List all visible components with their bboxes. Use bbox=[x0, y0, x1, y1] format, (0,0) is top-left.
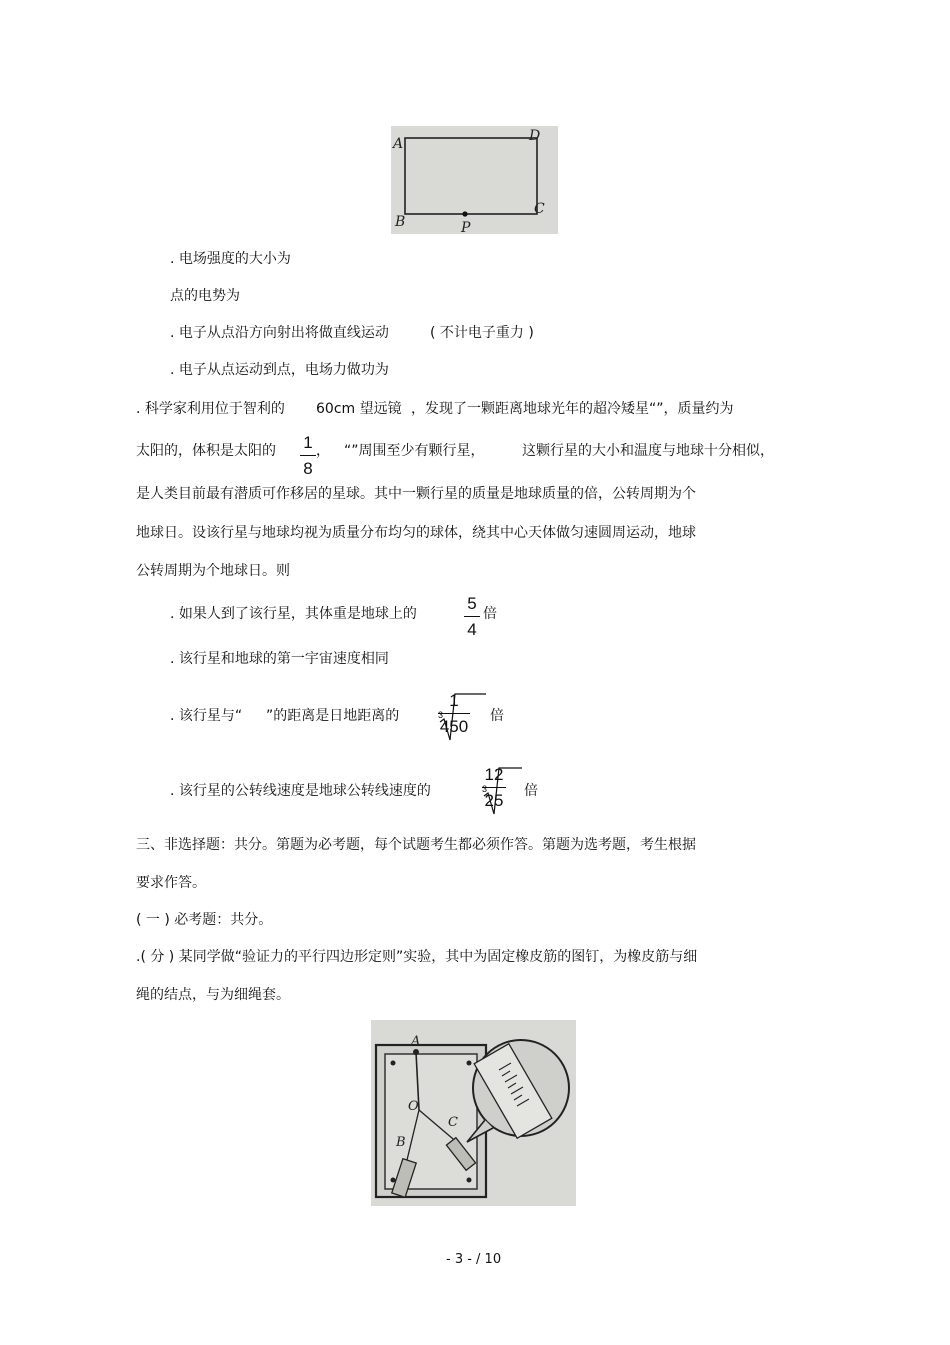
point-p-dot bbox=[462, 211, 467, 216]
planet-line1-telescope: 60cm 望远镜 bbox=[316, 401, 402, 417]
section3-line2: 要求作答。 bbox=[136, 875, 206, 891]
planet-option-a-unit: 倍 bbox=[483, 606, 497, 622]
label-o: O bbox=[408, 1099, 419, 1114]
fraction-denominator: 8 bbox=[303, 459, 313, 478]
planet-line2-c: 这颗行星的大小和温度与地球十分相似， bbox=[522, 443, 774, 459]
prev-option-d: . 电子从点运动到点，电场力做功为 bbox=[170, 362, 389, 378]
planet-option-d-unit: 倍 bbox=[524, 783, 538, 799]
cube-root-12-25 bbox=[482, 766, 524, 816]
label-a: A bbox=[393, 136, 404, 152]
fraction-numerator: 1 bbox=[449, 691, 459, 710]
planet-option-c-unit: 倍 bbox=[490, 708, 504, 724]
planet-option-b: . 该行星和地球的第一宇宙速度相同 bbox=[170, 651, 389, 667]
planet-option-c-b: ”的距离是日地距离的 bbox=[266, 708, 400, 724]
label-d: D bbox=[529, 128, 541, 144]
planet-line2-comma: ， bbox=[316, 443, 330, 459]
section3-part1-heading: ( 一 ) 必考题：共分。 bbox=[136, 912, 273, 928]
fraction-denominator: 25 bbox=[484, 791, 504, 810]
root-index: 3 bbox=[482, 784, 488, 794]
prev-option-b: 点的电势为 bbox=[170, 288, 240, 304]
planet-option-a: . 如果人到了该行星，其体重是地球上的 bbox=[170, 606, 417, 622]
figure-rectangle-abcd bbox=[391, 126, 558, 234]
planet-option-c-a: . 该行星与“ bbox=[170, 708, 243, 724]
section3-line1: 三、非选择题：共分。第题为必考题，每个试题考生都必须作答。第题为选考题，考生根据 bbox=[136, 837, 696, 853]
rectangle-outline bbox=[405, 138, 537, 214]
fraction-one-eighth bbox=[300, 434, 316, 477]
fraction-numerator: 5 bbox=[467, 594, 477, 613]
planet-line2-b: “”周围至少有颗行星， bbox=[344, 443, 485, 459]
fraction-bar bbox=[464, 616, 480, 617]
planet-line1-a: . 科学家利用位于智利的 bbox=[136, 401, 285, 417]
planet-line2-a: 太阳的，体积是太阳的 bbox=[136, 443, 276, 459]
cube-root-1-450 bbox=[438, 692, 488, 742]
fraction-numerator: 12 bbox=[484, 765, 504, 784]
pin-icon bbox=[467, 1061, 472, 1066]
label-p: P bbox=[461, 220, 471, 234]
radical-sign-icon bbox=[482, 766, 524, 816]
label-b: B bbox=[396, 1135, 406, 1150]
label-c: C bbox=[534, 201, 545, 217]
planet-line1-c: ，发现了一颗距离地球光年的超冷矮星“”，质量约为 bbox=[411, 401, 734, 417]
planet-line4: 地球日。设该行星与地球均视为质量分布均匀的球体，绕其中心天体做匀速圆周运动，地球 bbox=[136, 525, 696, 541]
planet-line3: 是人类目前最有潜质可作移居的星球。其中一颗行星的质量是地球质量的倍，公转周期为个 bbox=[136, 486, 696, 502]
fraction-numerator: 1 bbox=[303, 433, 313, 452]
experiment-question-line1: .( 分 ) 某同学做“验证力的平行四边形定则”实验，其中为固定橡皮筋的图钉，为橡皮筋与细 bbox=[136, 949, 698, 965]
pin-icon bbox=[467, 1178, 472, 1183]
fraction-denominator: 450 bbox=[439, 717, 469, 736]
label-c: C bbox=[448, 1115, 458, 1130]
label-a: A bbox=[411, 1034, 421, 1049]
fraction-five-fourths bbox=[464, 595, 480, 638]
radical-sign-icon bbox=[438, 692, 488, 742]
root-index: 3 bbox=[438, 710, 444, 720]
label-b: B bbox=[395, 214, 406, 230]
planet-line5: 公转周期为个地球日。则 bbox=[136, 563, 290, 579]
pin-icon bbox=[391, 1061, 396, 1066]
figure-force-experiment bbox=[371, 1020, 576, 1206]
paper-outline bbox=[385, 1054, 477, 1189]
prev-option-c: . 电子从点沿方向射出将做直线运动 bbox=[170, 325, 389, 341]
fraction-denominator: 4 bbox=[467, 620, 477, 639]
prev-option-a: . 电场强度的大小为 bbox=[170, 251, 291, 267]
planet-option-d: . 该行星的公转线速度是地球公转线速度的 bbox=[170, 783, 431, 799]
fraction-bar bbox=[300, 455, 316, 456]
prev-option-c-note: ( 不计电子重力 ) bbox=[430, 325, 534, 341]
page-number: - 3 - / 10 bbox=[446, 1252, 502, 1267]
experiment-question-line2: 绳的结点，与为细绳套。 bbox=[136, 987, 290, 1003]
